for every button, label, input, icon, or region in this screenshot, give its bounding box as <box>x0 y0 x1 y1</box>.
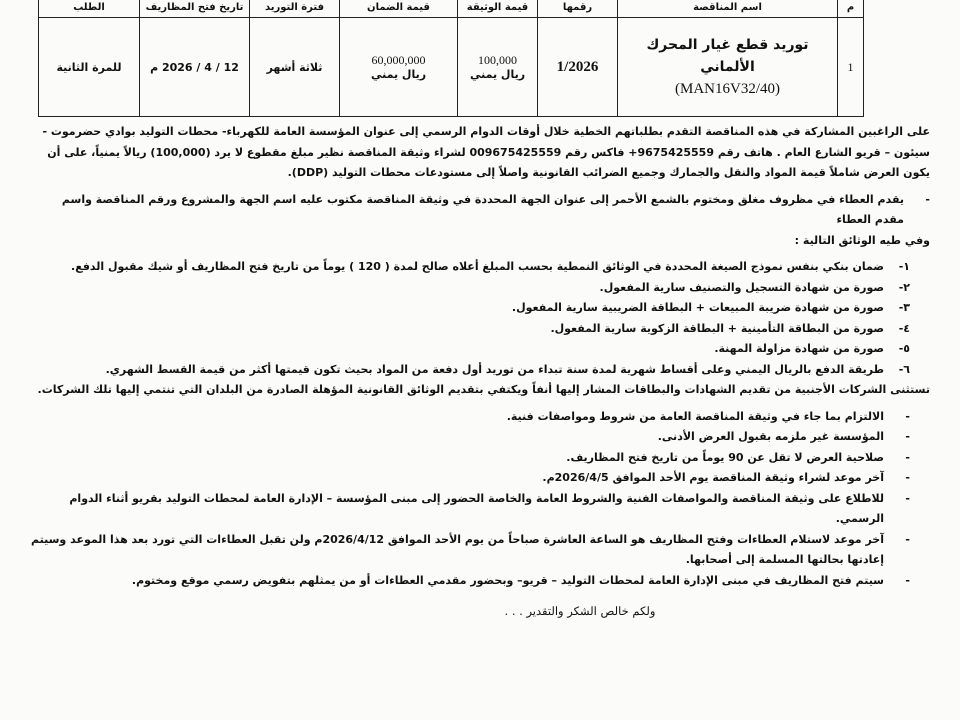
bullet: - <box>905 573 910 587</box>
intro-line: المناقصة نظير مبلغ مقطوع لا يرد (100,000) ريالاً يمنياً، على أن يكون العرض شاملاً قيمة المواد والنقل والجمارك وجميع الضرائب <box>47 145 930 179</box>
condition-text: صلاحية العرض لا تقل عن 90 يوماً من تاريخ فتح المظاريف. <box>566 450 884 464</box>
table-header-row <box>39 0 864 18</box>
tender-name: توريد قطع غيار المحرك الألماني <box>646 37 809 75</box>
document-item <box>30 319 910 340</box>
item-text: صورة من شهادة مزاولة المهنة. <box>714 342 884 355</box>
header-doc-value: قيمة الوثيقة <box>458 0 538 18</box>
item-number: ٣- <box>898 301 910 314</box>
notice-body <box>30 122 930 622</box>
doc-currency: ريال يمني <box>469 68 526 81</box>
header-supply-period: فترة التوريد <box>250 0 340 18</box>
condition-continuation: إعادتها بحالتها المسلمة إلى أصحابها. <box>685 553 884 566</box>
bullet: - <box>905 430 910 443</box>
item-number: ٥- <box>898 342 910 355</box>
tender-table <box>38 0 864 117</box>
tender-model: (MAN16V32/40) <box>674 81 780 97</box>
intro-line: محطات التوليد بوادي حضرموت - سيئون – قريو الشارع العام . هاتف رقم 9675425559+ فاكس رقم 009675425559 لشراء وثيقة <box>42 125 930 159</box>
item-number: ٤- <box>898 321 910 335</box>
item-text: صورة من شهادة التسجيل والتصنيف سارية المفعول. <box>599 280 884 294</box>
bullet: - <box>905 409 910 423</box>
header-guarantee: قيمة الضمان <box>340 0 458 18</box>
submission-line: وفي طيه الوثائق التالية : <box>794 233 930 247</box>
condition-item <box>30 468 910 489</box>
item-text: طريقة الدفع بالريال اليمني وعلى أقساط شهرية لمدة سنة تبداء من توريد أول دفعة من المواد بحيث تكون قيمتها أكثر من قيمة القسط الشهري. <box>105 362 884 376</box>
cell-tender-name <box>618 18 838 117</box>
header-index: م <box>838 0 864 18</box>
condition-text: الالتزام بما جاء في وثيقة المناقصة العامة من شروط ومواصفات فنية. <box>506 409 884 423</box>
header-number: رقمها <box>538 0 618 18</box>
item-text: صورة من البطاقة التأمينية + البطاقة الزكوية سارية المفعول. <box>550 321 884 335</box>
foreign-note: تستثنى الشركات الأجنبية من تقديم الشهادات والبطاقات المشار إليها أنفاً ويكتفي بتقديم الوثائق القانونية المؤهلة الصادرة من البلدان التي تنتمي إليها تلك الشركات. <box>37 383 930 396</box>
cell-request: للمرة الثانية <box>39 18 140 117</box>
item-text: ضمان بنكي بنفس نموذج الصيغة المحددة في الوثائق النمطية بحسب المبلغ أعلاه صالح لمدة ( 120 ) يوماً من تاريخ فتح المظاريف أو شيك مقبول الدفع. <box>71 260 884 273</box>
guarantee-currency: ريال يمني <box>370 68 427 81</box>
documents-list <box>30 257 930 380</box>
document-item <box>30 360 910 381</box>
cell-index: 1 <box>838 18 864 117</box>
document-item <box>30 257 910 278</box>
closing-text: ولكم خالص الشكر والتقدير . . . <box>504 604 656 618</box>
condition-text: آخر موعد لاستلام العطاءات وفتح المظاريف هو الساعة العاشرة صباحاً من يوم الأحد الموافق 2026/4/12م ولن تقبل العطاءات التي تورد بعد هذا الموعد وسيتم <box>31 532 884 546</box>
condition-item <box>30 427 910 448</box>
cell-guarantee <box>340 18 458 117</box>
item-text: صورة من شهادة ضريبة المبيعات + البطاقة الضريبية سارية المفعول. <box>511 301 884 314</box>
bullet: - <box>905 491 910 505</box>
bullet: - <box>905 450 910 464</box>
conditions-list <box>30 407 930 592</box>
header-tender-name: اسم المناقصة <box>618 0 838 18</box>
header-request: الطلب <box>39 0 140 18</box>
guarantee-value: 60,000,000 <box>371 53 426 67</box>
doc-value: 100,000 <box>478 53 517 67</box>
item-number: ١- <box>898 260 910 273</box>
cell-doc-value <box>458 18 538 117</box>
condition-item <box>30 489 910 530</box>
submission-item <box>30 190 930 231</box>
intro-line: القانونية واصلاً إلى مستودعات محطات التوليد (DDP). <box>287 166 579 179</box>
cell-number: 1/2026 <box>538 18 618 117</box>
condition-text: للاطلاع على وثيقة المناقصة والمواصفات الفنية والشروط العامة والخاصة الحضور إلى مبنى المؤسسة – الإدارة العامة لمحطات التوليد بقريو أثناء الدوام الرسمي. <box>69 491 884 525</box>
condition-item <box>30 448 910 469</box>
bullet: - <box>905 532 910 546</box>
bullet: - <box>925 192 930 206</box>
cell-supply-period: ثلاثة أشهر <box>250 18 340 117</box>
condition-item <box>30 407 910 428</box>
condition-text: سيتم فتح المظاريف في مبنى الإدارة العامة لمحطات التوليد – قريو– وبحضور مقدمي العطاءات أو من يمثلهم بتفويض رسمي موقع ومختوم. <box>131 573 884 587</box>
document-item <box>30 339 910 360</box>
condition-text: المؤسسة غير ملزمه بقبول العرض الأدنى. <box>657 430 884 443</box>
item-number: ٢- <box>898 280 910 294</box>
submission-text: يقدم العطاء في مظروف مغلق ومختوم بالشمع الأحمر إلى عنوان الجهة المحددة في وثيقة المناقصة مكتوب عليه اسم الجهة والمشروع ورقم المناقصة واسم مقدم العطاء <box>61 192 904 226</box>
bullet: - <box>905 471 910 484</box>
intro-line: على الراغبين المشاركة في هذه المناقصة التقدم بطلباتهم الخطية خلال أوقات الدوام الرسمي إلى عنوان المؤسسة العامة للكهرباء- <box>221 125 930 138</box>
cell-opening-date: 12 / 4 / 2026 م <box>140 18 250 117</box>
item-number: ٦- <box>898 362 910 376</box>
document-item <box>30 278 910 299</box>
condition-text: آخر موعد لشراء وثيقة المناقصة يوم الأحد الموافق 2026/4/5م. <box>542 471 884 484</box>
intro-paragraph <box>30 122 930 184</box>
condition-item <box>30 571 910 592</box>
table-row <box>39 18 864 117</box>
document-item <box>30 298 910 319</box>
header-opening-date: تاريخ فتح المظاريف <box>140 0 250 18</box>
condition-item <box>30 530 910 551</box>
